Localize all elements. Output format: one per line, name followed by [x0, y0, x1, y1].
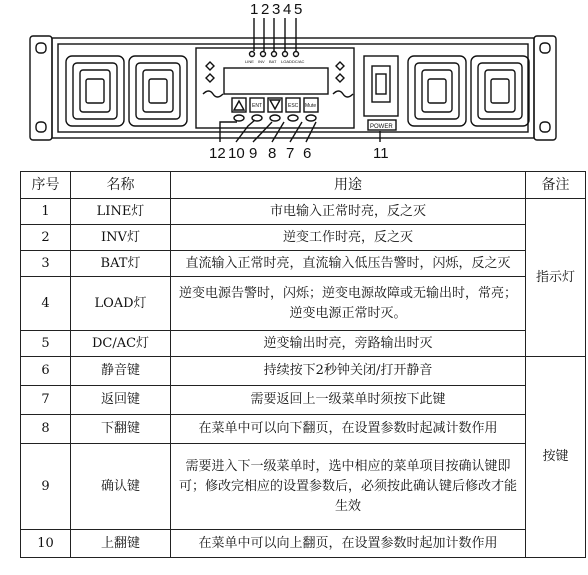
callout-9: 9 [249, 145, 258, 162]
led-label-dcac: DC/AC [292, 59, 305, 64]
callout-11: 11 [373, 145, 389, 162]
led-label-inv: INV [258, 59, 265, 64]
power-switch-housing [364, 56, 398, 116]
row-name: INV灯 [71, 225, 171, 251]
header-name: 名称 [71, 172, 171, 199]
row-no: 9 [21, 444, 71, 530]
row-use: 持续按下2秒钟关闭/打开静音 [171, 357, 526, 386]
lcd-display [224, 68, 328, 94]
header-use: 用途 [171, 172, 526, 199]
row-name: 下翻键 [71, 415, 171, 444]
power-switch[interactable] [372, 66, 390, 102]
escape-button-label: ESC [288, 103, 299, 109]
callout-4: 4 [283, 1, 292, 18]
right-rack-ear [534, 36, 556, 140]
table-row [21, 199, 586, 225]
row-no: 5 [21, 331, 71, 357]
power-label: POWER [370, 124, 393, 130]
row-use: 逆变输出时亮，旁路输出时灭 [171, 331, 526, 357]
table-row [21, 530, 586, 558]
led-label-line: LINE [245, 59, 254, 64]
led-bat [272, 52, 277, 57]
front-panel-diagram [0, 0, 588, 168]
row-use: 需要返回上一级菜单时须按下此键 [171, 386, 526, 415]
callout-1: 1 [250, 1, 259, 18]
row-no: 10 [21, 530, 71, 558]
left-rack-ear [30, 36, 52, 140]
right-fan-grille-1 [408, 56, 466, 126]
led-load [283, 52, 288, 57]
row-name: 静音键 [71, 357, 171, 386]
left-fan-grille-1 [66, 56, 124, 126]
callout-12: 12 [209, 145, 226, 162]
spec-table [20, 171, 586, 558]
row-use: 直流输入正常时亮，直流输入低压告警时，闪烁，反之灭 [171, 251, 526, 277]
row-use: 逆变电源告警时，闪烁；逆变电源故障或无输出时，常亮；逆变电源正常时灭。 [171, 277, 526, 331]
left-fan-grille-2 [129, 56, 187, 126]
row-use: 在菜单中可以向上翻页，在设置参数时起加计数作用 [171, 530, 526, 558]
table-row [21, 331, 586, 357]
row-use: 在菜单中可以向下翻页，在设置参数时起减计数作用 [171, 415, 526, 444]
callout-5: 5 [294, 1, 303, 18]
remark-key: 按键 [526, 357, 586, 558]
table-row [21, 386, 586, 415]
row-use: 逆变工作时亮，反之灭 [171, 225, 526, 251]
row-use: 需要进入下一级菜单时，选中相应的菜单项目按确认键即可；修改完相应的设置参数后，必须按此确认键后修改才能生效 [171, 444, 526, 530]
table-row [21, 225, 586, 251]
row-name: LOAD灯 [71, 277, 171, 331]
row-name: 返回键 [71, 386, 171, 415]
enter-button-label: ENT [252, 103, 262, 109]
led-line [250, 52, 255, 57]
led-dcac [294, 52, 299, 57]
row-no: 7 [21, 386, 71, 415]
callout-3: 3 [272, 1, 281, 18]
led-inv [261, 52, 266, 57]
header-no: 序号 [21, 172, 71, 199]
row-name: BAT灯 [71, 251, 171, 277]
row-no: 2 [21, 225, 71, 251]
table-row [21, 415, 586, 444]
led-label-bat: BAT [269, 59, 277, 64]
row-no: 6 [21, 357, 71, 386]
row-no: 4 [21, 277, 71, 331]
callout-7: 7 [286, 145, 295, 162]
table-row [21, 277, 586, 331]
callout-8: 8 [268, 145, 277, 162]
callout-6: 6 [303, 145, 312, 162]
header-remark: 备注 [526, 172, 586, 199]
table-row [21, 357, 586, 386]
callout-10: 10 [228, 145, 245, 162]
table-row [21, 251, 586, 277]
row-name: 上翻键 [71, 530, 171, 558]
row-no: 8 [21, 415, 71, 444]
row-no: 3 [21, 251, 71, 277]
row-no: 1 [21, 199, 71, 225]
right-fan-grille-2 [471, 56, 529, 126]
led-label-load: LOAD [281, 59, 292, 64]
callout-2: 2 [261, 1, 270, 18]
row-name: DC/AC灯 [71, 331, 171, 357]
table-row [21, 444, 586, 530]
row-use: 市电输入正常时亮，反之灭 [171, 199, 526, 225]
row-name: 确认键 [71, 444, 171, 530]
mute-button-label: Mute [305, 103, 317, 109]
remark-indicator: 指示灯 [526, 199, 586, 357]
row-name: LINE灯 [71, 199, 171, 225]
table-header-row [21, 172, 586, 199]
